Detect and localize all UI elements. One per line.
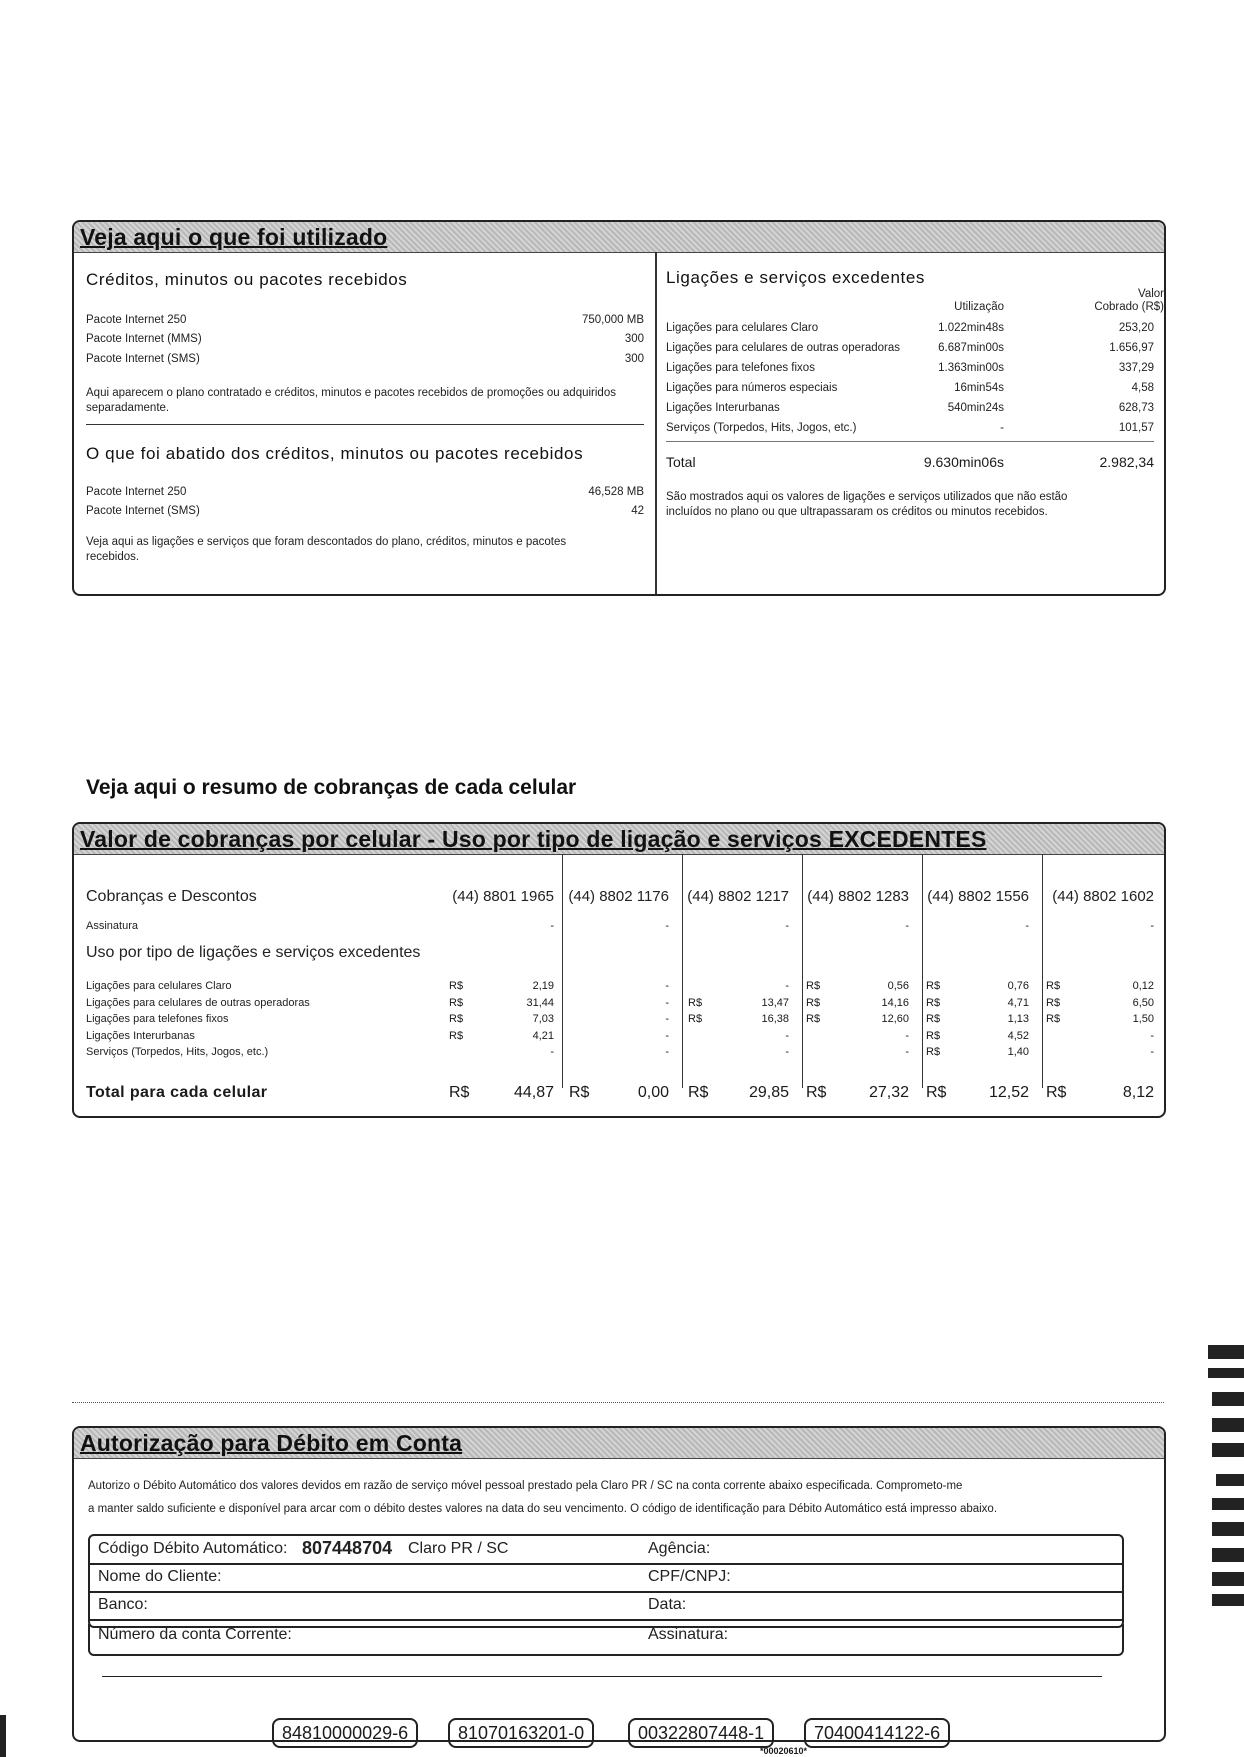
excedentes-total-divider (666, 441, 1154, 442)
row-value: 7,03 (532, 1013, 554, 1025)
phone-column-header: (44) 8802 1176 (568, 888, 669, 905)
abatido-item-value: 42 (631, 505, 644, 517)
resumo-grid (74, 824, 1164, 1116)
agencia-field[interactable]: Agência: (648, 1540, 711, 1557)
excedente-label: Ligações para celulares de outras operadoras (666, 342, 900, 354)
barcode-group: 70400414122-6 (804, 1718, 950, 1748)
creditos-note: Aqui aparecem o plano contratado e créditos, minutos e pacotes recebidos de promoções ou adquiridos separadamente. (86, 387, 616, 414)
total-value: 0,00 (637, 1084, 669, 1101)
resumo-header: Valor de cobranças por celular - Uso por tipo de ligação e serviços EXCEDENTES (80, 826, 987, 852)
barcode-area-line (102, 1676, 1102, 1677)
edge-mark (1212, 1572, 1244, 1586)
creditos-divider (86, 424, 644, 425)
uso-label: Uso por tipo de ligações e serviços excedentes (86, 944, 421, 961)
footer-code: *00020610* (760, 1746, 808, 1756)
excedente-label: Ligações para celulares Claro (666, 322, 819, 334)
row-label: Ligações Interurbanas (86, 1029, 195, 1042)
utilizado-header: Veja aqui o que foi utilizado (80, 224, 388, 250)
row-value: 13,47 (761, 996, 789, 1009)
edge-mark (1212, 1548, 1244, 1562)
edge-mark (1212, 1594, 1244, 1606)
excedente-uso: 540min24s (947, 402, 1004, 414)
row-label: Ligações para celulares de outras operadoras (86, 996, 310, 1009)
row-currency: R$ (926, 1046, 941, 1058)
row-value: - (785, 980, 789, 992)
row-currency: R$ (1046, 996, 1061, 1009)
nome-cliente-field[interactable]: Nome do Cliente: (98, 1568, 222, 1585)
debito-form (88, 1534, 1124, 1628)
assinatura-label: Assinatura (86, 920, 138, 932)
edge-mark (1212, 1443, 1244, 1457)
creditos-item-label: Pacote Internet (MMS) (86, 333, 202, 345)
excedente-uso: 1.022min48s (938, 322, 1004, 334)
abatido-item-label: Pacote Internet 250 (86, 486, 187, 498)
total-currency: R$ (926, 1084, 947, 1101)
cut-line (72, 1402, 1164, 1403)
row-value: 14,16 (881, 996, 909, 1009)
row-currency: R$ (926, 1029, 941, 1042)
row-value: 16,38 (761, 1013, 789, 1025)
phone-column-header: (44) 8802 1283 (807, 888, 909, 905)
total-value: 27,32 (868, 1084, 909, 1101)
excedente-valor: 628,73 (1118, 402, 1154, 414)
conta-corrente-field[interactable]: Número da conta Corrente: (98, 1626, 292, 1643)
row-value: 0,56 (887, 980, 909, 992)
abatido-note: Veja aqui as ligações e serviços que foram descontados do plano, créditos, minutos e pacotes recebidos. (86, 536, 567, 563)
total-label: Total para cada celular (86, 1084, 268, 1101)
row-value: 4,52 (1007, 1029, 1029, 1042)
row-value: 12,60 (881, 1013, 909, 1025)
excedente-uso: 1.363min00s (938, 362, 1004, 374)
debito-header: Autorização para Débito em Conta (80, 1430, 463, 1456)
col-utilizacao-heading: Utilização (954, 301, 1004, 313)
row-currency: R$ (806, 980, 821, 992)
row-value: - (665, 1046, 669, 1058)
row-value: - (1150, 1029, 1154, 1042)
col-valor-heading-2: Cobrado (R$) (1094, 301, 1164, 313)
row-value: - (905, 1029, 909, 1042)
barcode-group: 84810000029-6 (272, 1718, 418, 1748)
debito-header-bar (74, 1428, 1164, 1459)
assinatura-value: - (1025, 920, 1029, 932)
row-value: 0,76 (1007, 980, 1029, 992)
left-edge-mark (0, 1715, 6, 1757)
excedente-valor: 101,57 (1118, 422, 1154, 434)
excedente-valor: 253,20 (1118, 322, 1154, 334)
row-currency: R$ (449, 996, 464, 1009)
edge-mark (1212, 1392, 1244, 1406)
total-value: 44,87 (513, 1084, 554, 1101)
row-currency: R$ (449, 980, 464, 992)
debito-text-line-1: Autorizo o Débito Automático dos valores devidos em razão de serviço móvel pessoal prestado pela Claro PR / SC na conta corrente abaixo especificada. Comprometo-me (88, 1480, 963, 1492)
creditos-item-label: Pacote Internet 250 (86, 314, 187, 326)
cpf-cnpj-field[interactable]: CPF/CNPJ: (648, 1568, 731, 1585)
excedente-uso: 16min54s (954, 382, 1004, 394)
total-currency: R$ (806, 1084, 827, 1101)
banco-field[interactable]: Banco: (98, 1596, 148, 1613)
row-currency: R$ (806, 1013, 821, 1025)
abatido-item-value: 46,528 MB (588, 486, 644, 498)
total-currency: R$ (569, 1084, 590, 1101)
edge-mark (1208, 1368, 1244, 1378)
row-value: - (550, 1046, 554, 1058)
creditos-item-value: 300 (624, 353, 644, 365)
creditos-item-value: 300 (624, 333, 644, 345)
total-currency: R$ (1046, 1084, 1067, 1101)
excedente-valor: 1.656,97 (1109, 342, 1154, 354)
row-value: - (665, 980, 669, 992)
assinatura-field[interactable]: Assinatura: (648, 1626, 729, 1643)
row-value: 6,50 (1132, 996, 1154, 1009)
codigo-debito-suffix: Claro PR / SC (408, 1540, 509, 1557)
phone-column-header: (44) 8802 1217 (687, 888, 789, 905)
row-value: - (905, 1046, 909, 1058)
excedente-label: Serviços (Torpedos, Hits, Jogos, etc.) (666, 422, 857, 434)
col-valor-heading-1: Valor (1138, 288, 1164, 300)
creditos-item-label: Pacote Internet (SMS) (86, 353, 200, 365)
assinatura-value: - (905, 920, 909, 932)
row-value: 1,13 (1007, 1013, 1029, 1025)
row-value: - (1150, 1046, 1154, 1058)
column-divider (655, 252, 657, 594)
excedente-label: Ligações para números especiais (666, 382, 838, 394)
excedentes-total-uso: 9.630min06s (923, 454, 1004, 470)
row-currency: R$ (926, 980, 941, 992)
row-currency: R$ (688, 1013, 703, 1025)
row-value: - (665, 996, 669, 1009)
row-currency: R$ (926, 1013, 941, 1025)
debito-text-line-2: a manter saldo suficiente e disponível para arcar com o débito destes valores na data do seu vencimento. O código de identificação para Débito Automático está impresso abaixo. (88, 1503, 998, 1515)
form-row-divider (90, 1591, 1122, 1593)
assinatura-value: - (665, 920, 669, 932)
row-value: - (665, 1013, 669, 1025)
row-label: Serviços (Torpedos, Hits, Jogos, etc.) (86, 1046, 269, 1058)
col-label: Cobranças e Descontos (86, 888, 257, 905)
abatido-title: O que foi abatido dos créditos, minutos ou pacotes recebidos (86, 444, 584, 463)
utilizado-panel (72, 220, 1166, 596)
excedente-uso: 6.687min00s (938, 342, 1004, 354)
assinatura-value: - (1150, 920, 1154, 932)
total-currency: R$ (449, 1084, 470, 1101)
edge-mark (1208, 1345, 1244, 1359)
phone-column-header: (44) 8802 1556 (927, 888, 1029, 905)
edge-mark (1212, 1522, 1244, 1536)
excedentes-total-valor: 2.982,34 (1099, 454, 1154, 470)
row-value: 1,40 (1007, 1046, 1029, 1058)
debito-panel (72, 1426, 1166, 1742)
total-value: 8,12 (1122, 1084, 1154, 1101)
resumo-title: Veja aqui o resumo de cobranças de cada celular (86, 776, 577, 799)
assinatura-value: - (550, 920, 554, 932)
total-value: 29,85 (748, 1084, 789, 1101)
row-value: - (785, 1029, 789, 1042)
excedentes-title: Ligações e serviços excedentes (666, 268, 925, 287)
excedentes-note: São mostrados aqui os valores de ligações e serviços utilizados que não estão incluídos no plano ou que ultrapassaram os créditos ou minutos recebidos. (666, 491, 1068, 518)
codigo-debito-label: Código Débito Automático: (98, 1540, 288, 1557)
data-field[interactable]: Data: (648, 1596, 687, 1613)
row-currency: R$ (1046, 1013, 1061, 1025)
barcode-group: 81070163201-0 (448, 1718, 594, 1748)
row-label: Ligações para celulares Claro (86, 980, 232, 992)
row-value: 0,12 (1132, 980, 1154, 992)
edge-mark (1216, 1474, 1244, 1486)
row-currency: R$ (926, 996, 941, 1009)
row-currency: R$ (449, 1029, 464, 1042)
excedente-uso: - (1000, 422, 1004, 434)
resumo-panel (72, 822, 1166, 1118)
row-value: - (785, 1046, 789, 1058)
row-currency: R$ (1046, 980, 1061, 992)
assinatura-value: - (785, 920, 789, 932)
creditos-item-value: 750,000 MB (581, 314, 644, 326)
form-row-divider (90, 1619, 1122, 1621)
row-label: Ligações para telefones fixos (86, 1013, 229, 1025)
total-currency: R$ (688, 1084, 709, 1101)
excedente-valor: 337,29 (1118, 362, 1154, 374)
excedentes-total-label: Total (666, 454, 696, 470)
excedente-label: Ligações Interurbanas (666, 402, 780, 414)
row-currency: R$ (449, 1013, 464, 1025)
edge-mark (1212, 1498, 1244, 1510)
excedente-label: Ligações para telefones fixos (666, 362, 815, 374)
row-value: 4,21 (532, 1029, 554, 1042)
excedente-valor: 4,58 (1131, 382, 1154, 394)
row-currency: R$ (688, 996, 703, 1009)
abatido-item-label: Pacote Internet (SMS) (86, 505, 200, 517)
row-value: 31,44 (526, 996, 554, 1009)
row-value: 1,50 (1132, 1013, 1154, 1025)
row-currency: R$ (806, 996, 821, 1009)
edge-mark (1212, 1418, 1244, 1432)
row-value: 4,71 (1007, 996, 1029, 1009)
row-value: 2,19 (532, 980, 554, 992)
debito-form-last-row (88, 1624, 1124, 1656)
creditos-title: Créditos, minutos ou pacotes recebidos (86, 270, 408, 289)
row-value: - (665, 1029, 669, 1042)
codigo-debito-value: 807448704 (302, 1538, 393, 1558)
phone-column-header: (44) 8801 1965 (452, 888, 554, 905)
barcode-group: 00322807448-1 (628, 1718, 774, 1748)
phone-column-header: (44) 8802 1602 (1052, 888, 1154, 905)
form-row-divider (90, 1563, 1122, 1565)
total-value: 12,52 (988, 1084, 1029, 1101)
utilizado-header-bar (74, 222, 1164, 253)
